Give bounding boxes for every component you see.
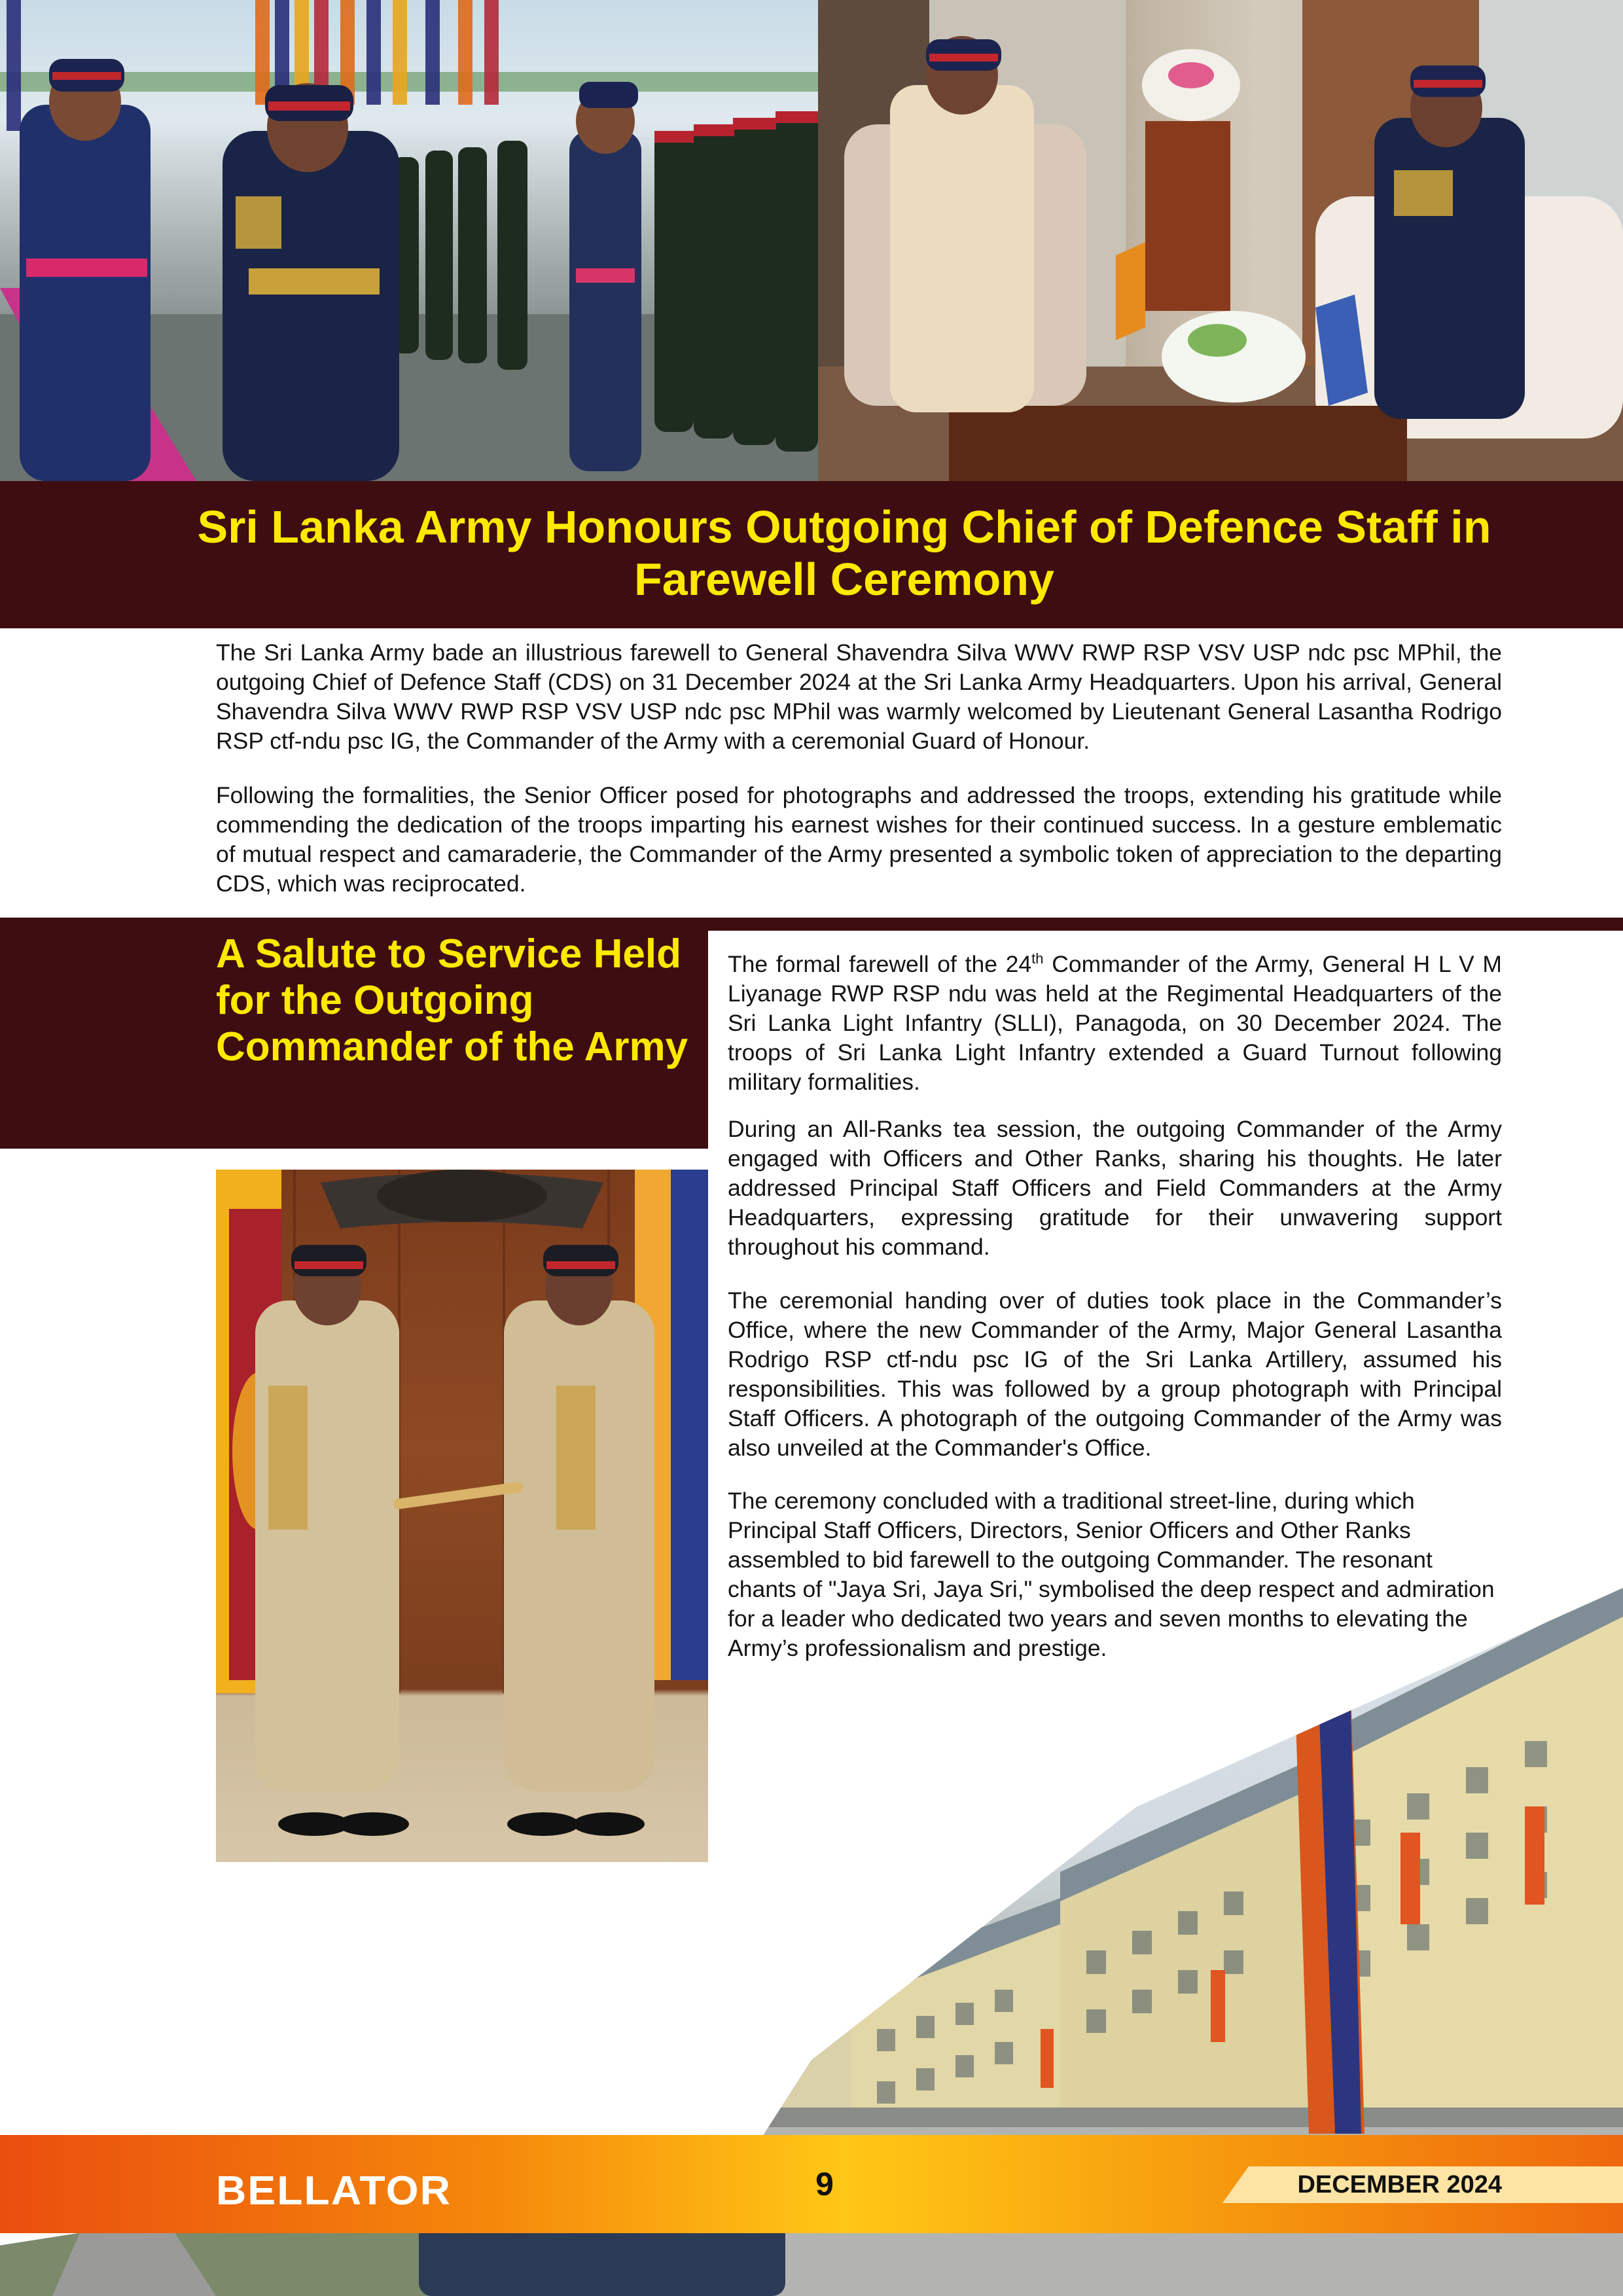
section-divider (0, 918, 1623, 931)
section-subheadline: A Salute to Service Held for the Outgoing Commander of the Army (216, 931, 688, 1069)
issue-date: DECEMBER 2024 (1297, 2171, 1502, 2198)
bellator-logo-text: BELLATOR (216, 2169, 452, 2211)
body-paragraph-1 (728, 944, 1502, 1097)
article-headline: Sri Lanka Army Honours Outgoing Chief of Defence Staff in Farewell Ceremony (197, 501, 1491, 605)
guard-of-honour-photo (0, 0, 818, 481)
body-paragraph-2: During an All-Ranks tea session, the outgoing Commander of the Army engaged with Officers and Other Ranks, sharing his thoughts. He later addressed Principal Staff Officers and Field Commanders at the Army Headquarters, expressing gratitude for their unwavering support throughout his command. (728, 1116, 1502, 1260)
seated-officers-photo (818, 0, 1623, 481)
intro-paragraph-1: The Sri Lanka Army bade an illustrious farewell to General Shavendra Silva WWV RWP RSP VSV USP ndc psc MPhil, the outgoing Chief of Defence Staff (CDS) on 31 December 2024 at the Sri Lanka Army Headquarters. Upon his arrival, General Shavendra Silva WWV RWP RSP VSV USP ndc psc MPhil was warmly welcomed by Lieutenant General Lasantha Rodrigo RSP ctf-ndu psc IG, the Commander of the Army with a ceremonial Guard of Honour. (216, 639, 1502, 754)
body-paragraph-1-rest: Commander of the Army, General H L V M Liyanage RWP RSP ndu was held at the Regimental Headquarters of the Sri Lanka Light Infantry (SLLI), Panagoda, on 30 December 2024. The troops of Sri Lanka Light Infantry extended a Guard Turnout following military formalities. (728, 950, 1502, 1095)
ordinal-suffix: th (1031, 950, 1044, 967)
bellator-logo (216, 2169, 452, 2211)
intro-paragraph-2: Following the formalities, the Senior Officer posed for photographs and addressed the troops, extending his gratitude while commending the dedication of the troops imparting his earnest wishes for their continued success. In a gesture emblematic of mutual respect and camaraderie, the Commander of the Army presented a symbolic token of appreciation to the departing CDS, which was reciprocated. (216, 782, 1502, 897)
body-paragraph-4: The ceremony concluded with a traditional street-line, during which Principal Staff Officers, Directors, Senior Officers and Other Ranks assembled to bid farewell to the outgoing Commander. The resonant chants of "Jaya Sri, Jaya Sri," symbolised the deep respect and admiration for a leader who dedicated two years and seven months to elevating the Army’s professionalism and prestige. (728, 1488, 1495, 1661)
body-paragraph-3: The ceremonial handing over of duties took place in the Commander’s Office, where the new Commander of the Army, Major General Lasantha Rodrigo RSP ctf-ndu psc IG of the Sri Lanka Artillery, assumed his responsibilities. This was followed by a group photograph with Principal Staff Officers. A photograph of the outgoing Commander of the Army was also unveiled at the Commander's Office. (728, 1287, 1502, 1461)
page-number: 9 (815, 2166, 834, 2202)
handover-ceremony-photo (216, 1170, 708, 1862)
body-paragraph-1-start: The formal farewell of the 24 (728, 950, 1032, 977)
